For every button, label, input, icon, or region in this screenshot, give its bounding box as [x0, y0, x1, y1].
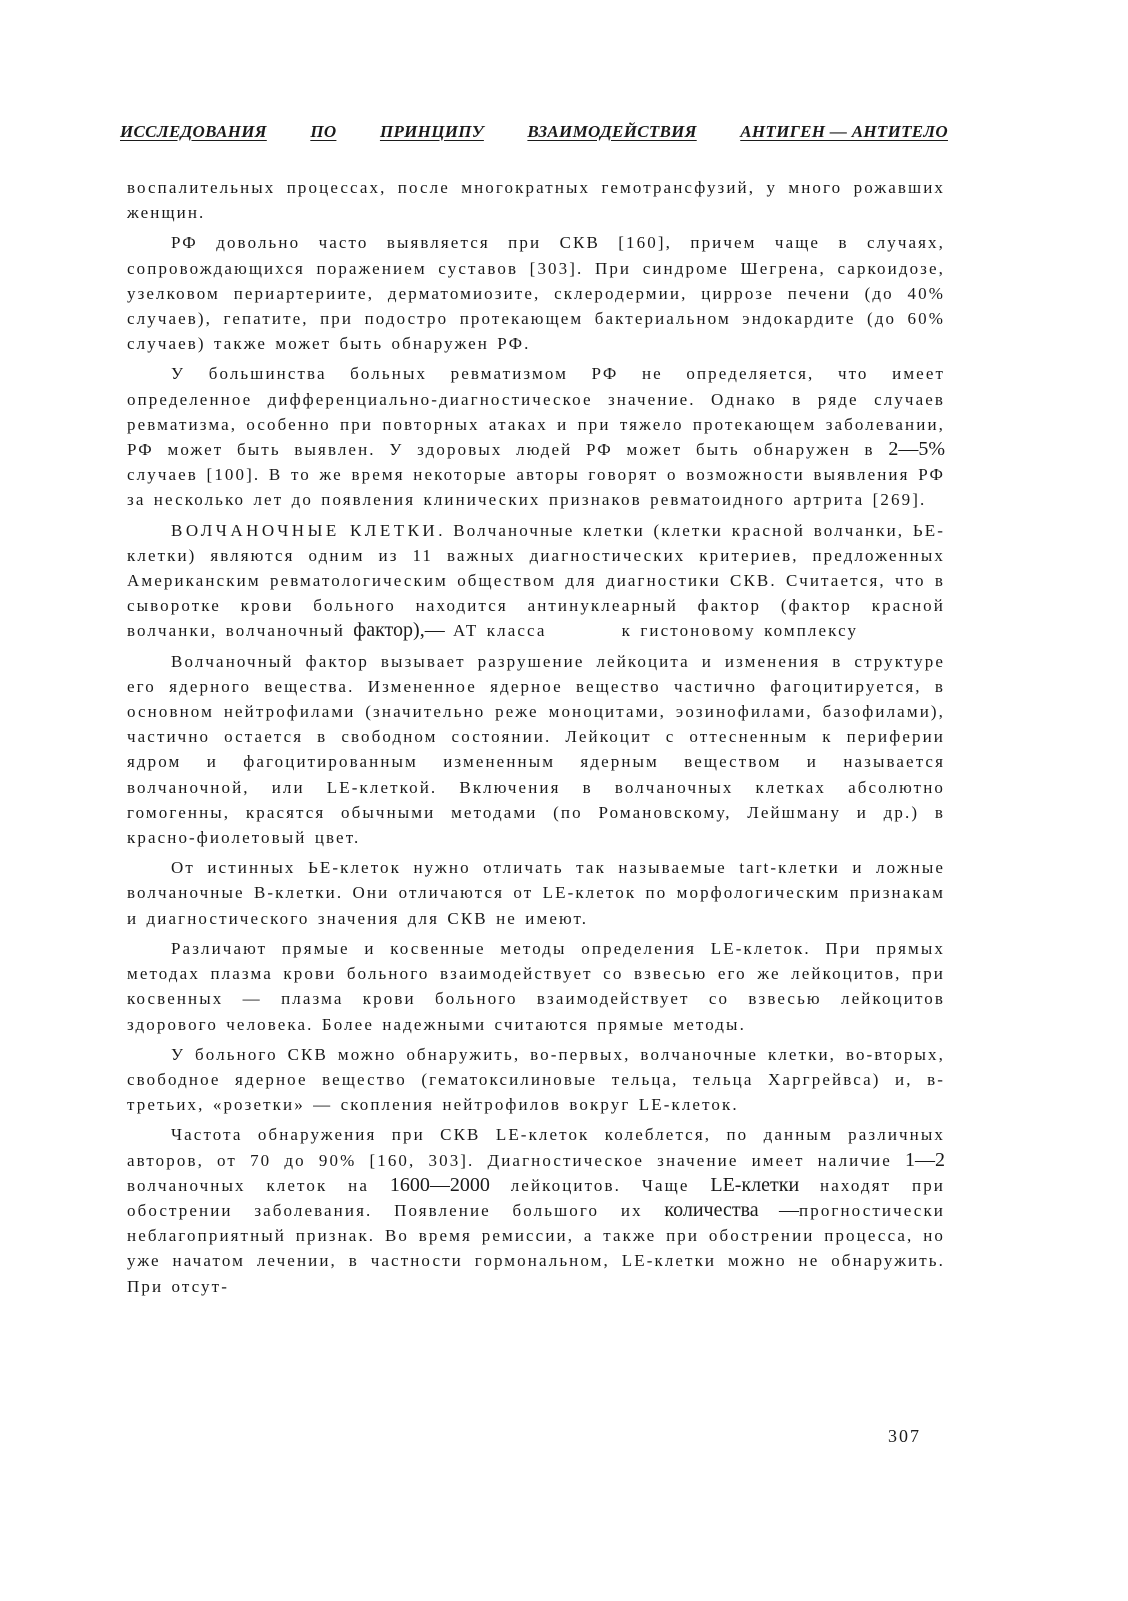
paragraph-4: [127, 518, 945, 644]
paragraph-4-text-a: . Волчаночные клетки (клетки красной волчанки, ЬЕ-клетки) являются одним из 11 важных диагностических критериев, предложенных Американским ревматологическим обществом для диагностики СКВ. Считается, что в сыворотке крови больного находится антинуклеарный фактор (фактор красной волчанки, волчаночный: [127, 520, 945, 641]
paragraph-4-text-b: АТ класса к гистоновому комплексу: [444, 621, 859, 641]
running-head-word-2: ПО: [310, 122, 337, 141]
paragraph-1: воспалительных процессах, после многократных гемотрансфузий, у много рожавших женщин.: [127, 178, 945, 223]
paragraph-9-text-e: прогностически неблагоприятный признак. Во время ремиссии, а также при обострении процесса, но уже начатом лечении, в частности гормональном, LE-клетки можно не обнаружить. При отсут-: [127, 1200, 945, 1296]
paragraph-9-text-c: лейкоцитов. Чаще: [489, 1175, 711, 1195]
running-head-word-1: ИССЛЕДОВАНИЯ: [120, 122, 267, 141]
paragraph-5: Волчаночный фактор вызывает разрушение лейкоцита и изменения в структуре его ядерного вещества. Измененное ядерное вещество частично фагоцитируется, в основном нейтрофилами (значительно реже моноцитами, эозинофилами, базофилами), частично остается в свободном состоянии. Лейкоцит с оттесненным к периферии ядром и фагоцитированным измененным ядерным веществом и называется волчаночной, или LE-клеткой. Включения в волчаночных клетках абсолютно гомогенны, красятся обычными методами (по Романовскому, Лейшману и др.) в красно-фиолетовый цвет.: [127, 651, 945, 848]
leukocyte-count: 1600—2000: [389, 1173, 490, 1196]
paragraph-6: От истинных ЬЕ-клеток нужно отличать так называемые tart-клетки и ложные волчаночные В-клетки. Они отличаются от LE-клеток по морфологическим признакам и диагностического значения для СКВ не имеют.: [127, 858, 945, 928]
paragraph-2: РФ довольно часто выявляется при СКВ [160], причем чаще в случаях, сопровождающихся поражением суставов [303]. При синдроме Шегрена, саркоидозе, узелковом периартериите, дерматомиозите, склеродермии, циррозе печени (до 40% случаев), гепатите, при подостро протекающем бактериальном эндокардите (до 60% случаев) также может быть обнаружен РФ.: [127, 233, 945, 354]
paragraph-8: У больного СКВ можно обнаружить, во-первых, волчаночные клетки, во-вторых, свободное ядерное вещество (гематоксилиновые тельца, тельца Харгрейвса) и, в-третьих, «розетки» — скопления нейтрофилов вокруг LE-клеток.: [127, 1044, 945, 1115]
cells-count: 1—2: [905, 1148, 945, 1171]
paragraph-9-text-b: волчаночных клеток на: [127, 1175, 390, 1195]
page-number: 307: [888, 1426, 921, 1446]
paragraph-3-text-a: У большинства больных ревматизмом РФ не определяется, что имеет определенное дифференциально-диагностическое значение. Однако в ряде случаев ревматизма, особенно при повторных атаках и при тяжело протекающем заболевании, РФ может быть выявлен. У здоровых людей РФ может быть обнаружен в: [127, 364, 945, 460]
lupus-cells-heading: ВОЛЧАНОЧНЫЕ КЛЕТКИ: [171, 520, 439, 540]
paragraph-9: [127, 1122, 945, 1298]
running-head-word-4: ВЗАИМОДЕЙСТВИЯ: [527, 122, 697, 141]
running-head-word-5: АНТИГЕН — АНТИТЕЛО: [740, 122, 948, 141]
running-head: [120, 122, 948, 142]
paragraph-3-text-b: случаев [100]. В то же время некоторые авторы говорят о возможности выявления РФ за несколько лет до появления клинических признаков ревматоидного артрита [269].: [127, 465, 945, 510]
paragraph-3: [127, 361, 945, 512]
body-text: [127, 175, 945, 1304]
quantity-term: количества —: [664, 1198, 800, 1221]
running-head-word-3: ПРИНЦИПУ: [379, 122, 484, 141]
paragraph-9-text-d: находят при обострении заболевания. Появление большого их: [127, 1175, 945, 1220]
lupus-factor-term: фактор),—: [353, 619, 445, 642]
percent-range: 2—5%: [888, 438, 945, 461]
le-cells-term: LE-клетки: [710, 1173, 800, 1196]
paragraph-9-text-a: Частота обнаружения при СКВ LE-клеток колеблется, по данным различных авторов, от 70 до 90% [160, 303]. Диагностическое значение имеет наличие: [127, 1125, 945, 1170]
paragraph-7: Различают прямые и косвенные методы определения LE-клеток. При прямых методах плазма крови больного взаимодействует со взвесью его же лейкоцитов, при косвенных — плазма крови больного взаимодействует со взвесью лейкоцитов здорового человека. Более надежными считаются прямые методы.: [127, 938, 945, 1034]
